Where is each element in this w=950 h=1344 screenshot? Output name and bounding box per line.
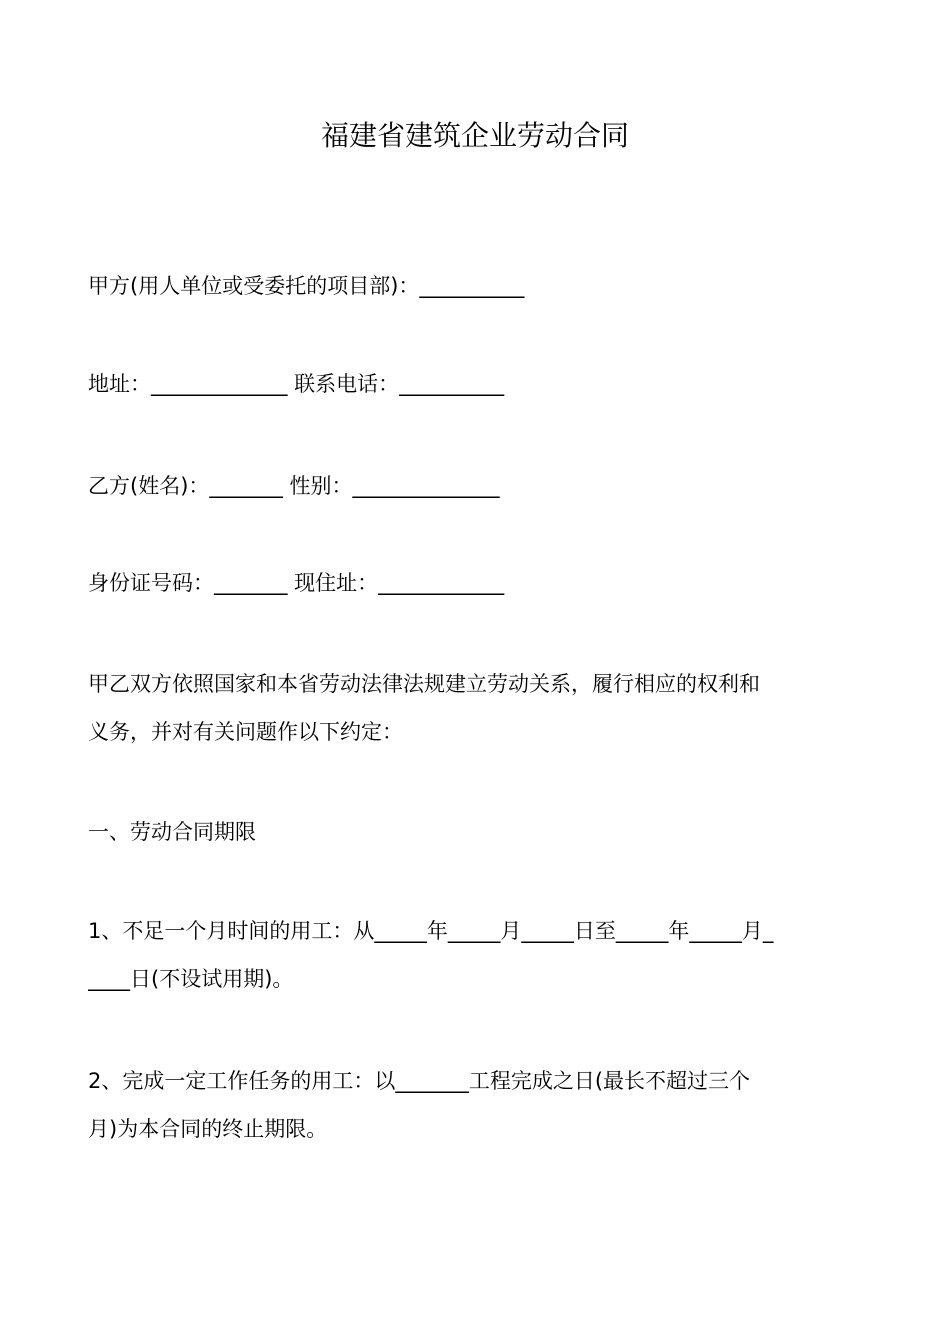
document-title: 福建省建筑企业劳动合同 [320, 119, 629, 152]
preamble-paragraph [88, 660, 868, 756]
clause-2-line-2: 月)为本合同的终止期限。 [88, 1117, 328, 1141]
address-phone-line: 地址：_____________ 联系电话：__________ [88, 372, 505, 396]
party-a-line: 甲方(用人单位或受委托的项目部)：__________ [88, 274, 525, 298]
clause-2-paragraph [88, 1057, 868, 1153]
clause-1-paragraph [88, 907, 868, 1003]
clause-1-line-2: ____日(不设试用期)。 [88, 967, 294, 991]
id-address-line: 身份证号码：_______ 现住址：____________ [88, 571, 505, 595]
preamble-line-2: 义务，并对有关问题作以下约定： [88, 720, 403, 744]
clause-1-line-1: 1、不足一个月时间的用工：从_____年_____月_____日至_____年_____月_ [88, 919, 774, 943]
section-1-heading: 一、劳动合同期限 [88, 820, 256, 844]
preamble-line-1: 甲乙双方依照国家和本省劳动法律法规建立劳动关系，履行相应的权利和 [88, 672, 760, 696]
party-b-line: 乙方(姓名)：_______ 性别：______________ [88, 474, 500, 498]
clause-2-line-1: 2、完成一定工作任务的用工：以_______工程完成之日(最长不超过三个 [88, 1069, 751, 1093]
